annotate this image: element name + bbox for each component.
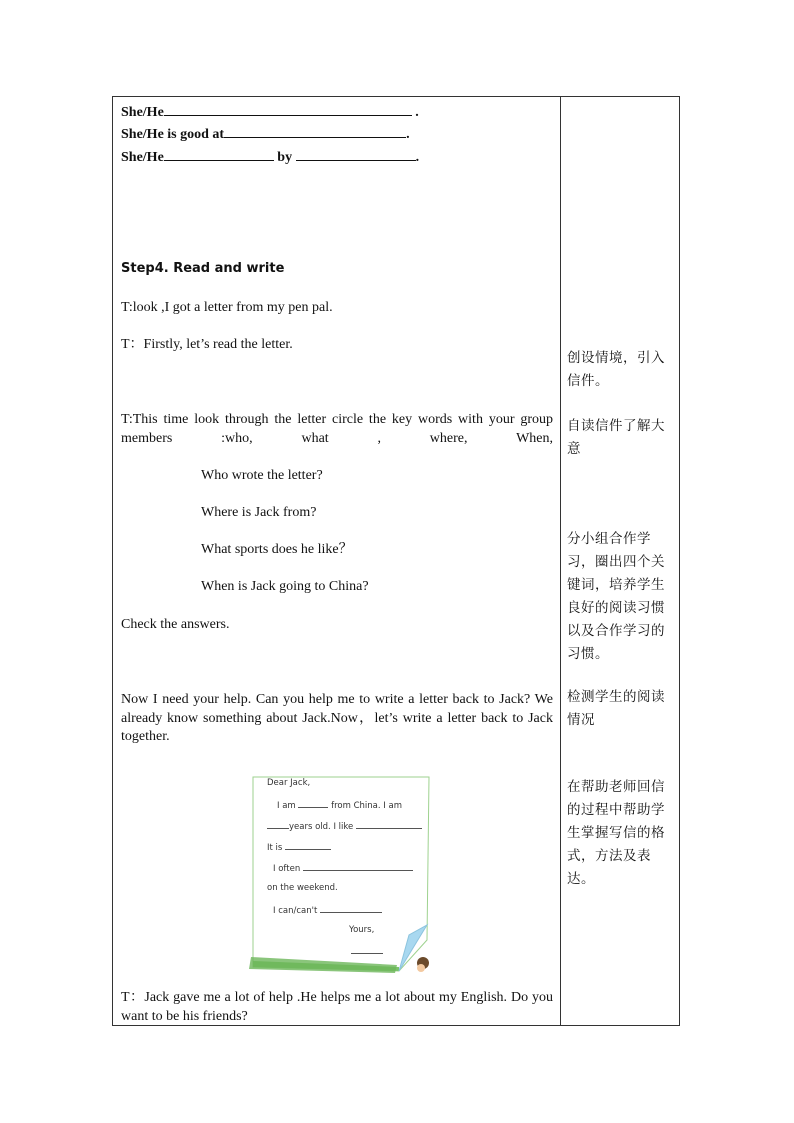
fill-line-2-suffix: . (406, 127, 410, 142)
blank (267, 820, 289, 829)
fill-line-1-prefix: She/He (121, 105, 164, 120)
blank (164, 146, 274, 161)
letter-line-6-text: I can/can't (273, 906, 318, 916)
letter-template-image (249, 775, 439, 975)
note-group-work: 分小组合作学习，圈出四个关键词，培养学生良好的阅读习惯以及合作学习的习惯。 (567, 531, 665, 662)
fill-line-3-mid: by (277, 150, 293, 165)
question-4: When is Jack going to China? (201, 579, 369, 594)
blank (351, 945, 383, 954)
question-3: What sports does he like？ (201, 542, 353, 557)
teaching-procedure-column (113, 97, 560, 1025)
fill-line-2 (121, 123, 410, 144)
blank (296, 146, 416, 161)
letter-line-2 (267, 820, 422, 832)
fill-line-3 (121, 146, 419, 167)
letter-line-6 (273, 904, 382, 916)
lesson-table (112, 96, 680, 1026)
fill-line-1-suffix: . (415, 105, 419, 120)
letter-yours: Yours, (349, 925, 375, 935)
blank (320, 904, 382, 913)
fill-line-1 (121, 101, 419, 122)
step-heading: Step4. Read and write (121, 261, 285, 276)
letter-line-2a: years old. I like (289, 822, 354, 832)
blank (303, 862, 413, 871)
letter-line-1b: from China. I am (331, 801, 402, 811)
question-2: Where is Jack from? (201, 505, 317, 520)
blank (298, 799, 328, 808)
t-jack-paragraph: T：Jack gave me a lot of help .He helps me a lot about my English. Do you want to be his friends? (121, 990, 553, 1024)
blank (224, 123, 406, 138)
check-answers: Check the answers. (121, 617, 230, 632)
fill-line-3-prefix: She/He (121, 150, 164, 165)
question-1: Who wrote the letter? (201, 468, 323, 483)
fill-line-2-prefix: She/He is good at (121, 127, 225, 142)
letter-signature-line (351, 945, 383, 957)
t-this-time-paragraph: T:This time look through the letter circle the key words with your group members :who, what , where, When, (121, 412, 553, 446)
blank (285, 841, 331, 850)
fill-line-3-suffix: . (415, 150, 420, 165)
letter-line-3-text: It is (267, 843, 283, 853)
now-help-paragraph: Now I need your help. Can you help me to write a letter back to Jack? We already know something about Jack.Now，let’s write a letter back to Jack together. (121, 692, 553, 744)
letter-line-5: on the weekend. (267, 883, 338, 893)
note-self-read: 自读信件了解大意 (567, 418, 665, 457)
note-check-reading: 检测学生的阅读情况 (567, 689, 665, 728)
design-intent-column (561, 97, 679, 1025)
letter-line-1 (277, 799, 402, 811)
letter-line-3 (267, 841, 331, 853)
blank (356, 820, 422, 829)
letter-line-1a: I am (277, 801, 296, 811)
note-create-situation: 创设情境，引入信件。 (567, 350, 665, 389)
blank (164, 101, 412, 116)
letter-dear: Dear Jack, (267, 778, 311, 788)
letter-line-4 (273, 862, 413, 874)
t-look-line: T:look ,I got a letter from my pen pal. (121, 300, 333, 315)
t-firstly-line: T：Firstly, let’s read the letter. (121, 337, 293, 352)
letter-line-4-text: I often (273, 864, 301, 874)
note-letter-writing: 在帮助老师回信的过程中帮助学生掌握写信的格式，方法及表达。 (567, 779, 665, 887)
